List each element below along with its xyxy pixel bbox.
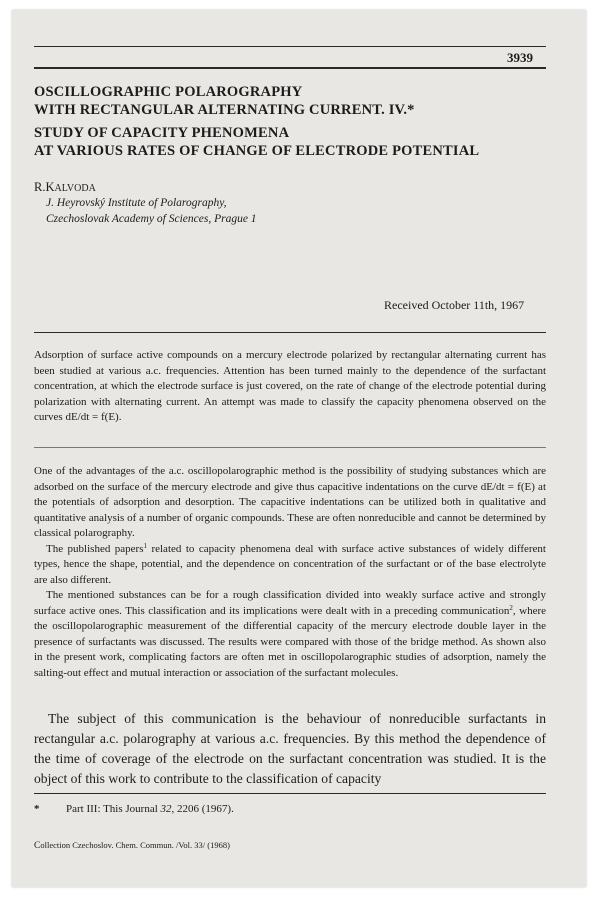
- subtitle-line-1: STUDY OF CAPACITY PHENOMENA: [34, 125, 290, 141]
- affiliation-line-1: J. Heyrovský Institute of Polarography,: [46, 197, 227, 209]
- paragraph-2: [34, 542, 546, 589]
- abstract: [34, 348, 546, 426]
- affiliation-line-2: Czechoslovak Academy of Sciences, Prague 1: [46, 213, 257, 225]
- author-surname: ALVODA: [54, 183, 96, 194]
- reference-2: 2: [509, 603, 513, 612]
- title-line-2: WITH RECTANGULAR ALTERNATING CURRENT. IV.*: [34, 102, 415, 118]
- body-text-large: [34, 709, 546, 789]
- paragraph-3-part-b: , where the oscillopolarographic measurement of the differential capacity of the mercury electrode double layer in the presence of surfactants was discussed. The results were compared with those of the bridge method. As shown also in the present work, complicating factors are often met in oscillopolarographic studies of adsorption, namely the salting-out effect and mutual interaction or association of the surfactant molecules.: [34, 604, 547, 679]
- paragraph-2-part-a: The published papers: [46, 542, 144, 555]
- received-date: Received October 11th, 1967: [384, 298, 525, 312]
- footnote-text-b: , 2206 (1967).: [171, 803, 234, 815]
- body-text: [34, 464, 546, 681]
- footnote: [34, 803, 234, 815]
- abstract-bottom-rule: [34, 447, 546, 448]
- abstract-top-rule: [34, 332, 546, 333]
- footnote-mark: *: [34, 803, 40, 815]
- author-name: [34, 180, 96, 195]
- footnote-text-a: Part III: This Journal: [66, 803, 161, 815]
- author-initial: R.K: [34, 180, 55, 194]
- journal-footer: [34, 840, 230, 851]
- footer-initial: C: [34, 841, 41, 851]
- subtitle-line-2: AT VARIOUS RATES OF CHANGE OF ELECTRODE POTENTIAL: [34, 143, 480, 159]
- journal-page: [12, 10, 586, 887]
- reference-1: 1: [143, 541, 147, 550]
- paragraph-2-part-b: related to capacity phenomena deal with surface active substances of widely different types, hence the shape, potential, and the dependence on concentration of the surfactant or of the base electrolyte are also different.: [34, 542, 546, 586]
- title-line-1: OSCILLOGRAPHIC POLAROGRAPHY: [34, 84, 303, 100]
- top-rule: [34, 46, 546, 47]
- page-number: 3939: [507, 50, 533, 65]
- paragraph-4: The subject of this communication is the behaviour of nonreducible surfactants in rectangular a.c. polarography at various a.c. frequencies. By this method the dependence of the time of coverage of the electrode on the surfactant concentration was studied. It is the object of this work to contribute to the classification of capacity: [34, 711, 546, 786]
- header-rule: [34, 67, 546, 69]
- paragraph-1: One of the advantages of the a.c. oscillopolarographic method is the possibility of studying substances which are adsorbed on the surface of the mercury electrode and give thus capacitive indentations on the curve dE/dt = f(E) at the potentials of adsorption and desorption. The capacitive indentations can be utilized both in qualitative and quantitative analysis of a number of organic compounds. These are often nonreducible and cannot be determined by classical polarography.: [34, 465, 546, 539]
- footnote-rule: [34, 793, 546, 794]
- footer-citation: ollection Czechoslov. Chem. Commun. /Vol. 33/ (1968): [40, 840, 230, 850]
- footnote-volume: 32: [160, 803, 172, 815]
- paragraph-3-part-a: The mentioned substances can be for a rough classification divided into weakly surface active and strongly surface active ones. This classification and its implications were dealt with in a preceding communication: [34, 589, 546, 617]
- paragraph-3: [34, 588, 546, 681]
- abstract-text: Adsorption of surface active compounds on a mercury electrode polarized by rectangular alternating current has been studied at various a.c. frequencies. Attention has been turned mainly to the dependence of the surfactant concentration, at which the electrode surface is just covered, on the rate of change of the electrode potential during polarization with alternating current. An attempt was made to classify the capacity phenomena observed on the curves dE/dt = f(E).: [34, 349, 546, 423]
